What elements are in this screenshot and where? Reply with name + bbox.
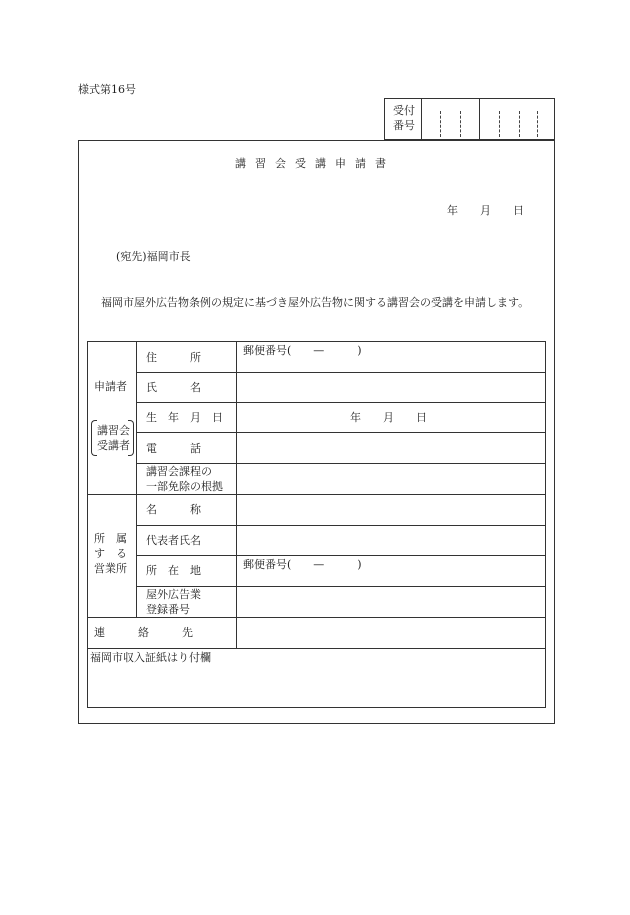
attendee-label-line1: 講習会 bbox=[97, 424, 130, 437]
table-hline bbox=[136, 463, 546, 464]
reception-dash bbox=[440, 111, 441, 137]
business-group-label-line3: 営業所 bbox=[94, 562, 127, 575]
applicant-group-label: 申請者 bbox=[94, 380, 127, 393]
representative-label: 代表者氏名 bbox=[146, 534, 201, 547]
table-hline bbox=[136, 586, 546, 587]
attendee-label-line2: 受講者 bbox=[97, 439, 130, 452]
exemption-label-line1: 講習会課程の bbox=[146, 465, 212, 478]
addressee: (宛先)福岡市長 bbox=[116, 250, 191, 263]
table-hline bbox=[136, 525, 546, 526]
form-title: 講習会受講申請書 bbox=[235, 157, 395, 170]
table-vline bbox=[136, 342, 137, 617]
reception-divider bbox=[421, 99, 422, 139]
name-label: 氏 名 bbox=[146, 381, 201, 394]
registration-label-line2: 登録番号 bbox=[146, 603, 190, 616]
business-group-label-line1: 所 属 bbox=[94, 532, 127, 545]
business-name-label: 名 称 bbox=[146, 503, 201, 516]
reception-dash bbox=[537, 111, 538, 137]
reception-dash bbox=[519, 111, 520, 137]
table-hline bbox=[136, 372, 546, 373]
table-hline bbox=[88, 494, 546, 495]
birthdate-label: 生 年 月 日 bbox=[146, 411, 223, 424]
reception-label bbox=[389, 103, 419, 133]
application-date[interactable]: 年 月 日 bbox=[447, 204, 524, 217]
reception-dash bbox=[499, 111, 500, 137]
reception-label-line1: 受付 bbox=[393, 104, 415, 117]
postal-code-field[interactable]: 郵便番号( — ) bbox=[243, 344, 362, 357]
reception-label-line2: 番号 bbox=[393, 119, 415, 132]
business-group-label-line2: す る bbox=[94, 547, 127, 560]
reception-divider bbox=[479, 99, 480, 139]
application-table bbox=[87, 341, 546, 708]
contact-label: 連 絡 先 bbox=[94, 626, 193, 639]
table-hline bbox=[88, 648, 546, 649]
table-hline bbox=[136, 402, 546, 403]
business-postal-code-field[interactable]: 郵便番号( — ) bbox=[243, 558, 362, 571]
address-label: 住 所 bbox=[146, 351, 201, 364]
table-hline bbox=[136, 555, 546, 556]
location-label: 所 在 地 bbox=[146, 564, 201, 577]
revenue-stamp-label: 福岡市収入証紙はり付欄 bbox=[90, 651, 211, 664]
phone-label: 電 話 bbox=[146, 442, 201, 455]
exemption-label-line2: 一部免除の根拠 bbox=[146, 480, 223, 493]
body-text: 福岡市屋外広告物条例の規定に基づき屋外広告物に関する講習会の受講を申請します。 bbox=[101, 296, 530, 309]
registration-label-line1: 屋外広告業 bbox=[146, 588, 201, 601]
form-number: 様式第16号 bbox=[78, 83, 136, 96]
table-hline bbox=[136, 432, 546, 433]
birthdate-field[interactable]: 年 月 日 bbox=[350, 411, 427, 424]
table-vline bbox=[236, 342, 237, 648]
reception-number-box bbox=[384, 98, 555, 140]
reception-dash bbox=[460, 111, 461, 137]
table-hline bbox=[88, 617, 546, 618]
